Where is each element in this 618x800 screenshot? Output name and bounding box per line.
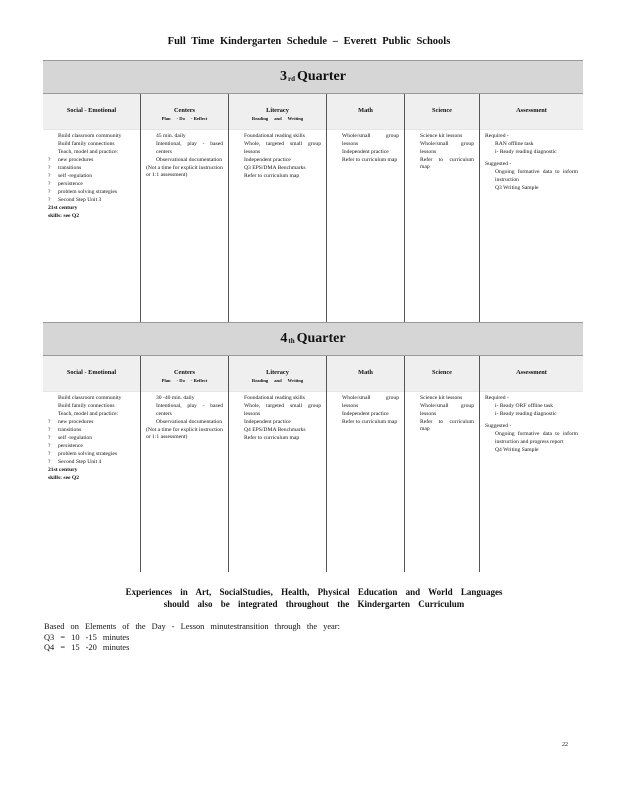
list-item-text: Q4 EPS/DMA Benchmarks [244, 426, 306, 433]
list-item-text: Ongoing formative data to inform instruction and progress report [495, 431, 578, 445]
column-body [480, 392, 583, 454]
list-item [48, 149, 135, 157]
text-line: (Not a time for explicit instruction or 1:1 assessment) [146, 426, 223, 441]
list-item [48, 181, 135, 189]
bullet-marker [146, 157, 152, 165]
list-item-text: 45 min. daily [156, 133, 186, 139]
literacy-column [229, 356, 327, 572]
literacy-column [229, 94, 327, 322]
assessment-column [480, 94, 583, 322]
text-line: 21st century [48, 467, 78, 474]
bullet-marker [234, 403, 240, 418]
column-subtitle: Reading [251, 115, 269, 121]
bullet-marker [485, 431, 491, 446]
bullet-marker [234, 165, 240, 173]
list-item [485, 185, 578, 193]
lesson-minutes-note [44, 622, 340, 654]
list-item [332, 149, 399, 157]
bullet-marker [48, 133, 54, 141]
text-line: (Not a time for explicit instruction or 1:1 assessment) [146, 164, 223, 179]
list-item-text: Refer to curriculum map [420, 156, 474, 171]
list-item [234, 141, 321, 156]
bullet-marker [332, 411, 338, 419]
list-item-text: Intentional, play - based centers [156, 141, 223, 155]
list-item [234, 165, 321, 173]
list-item-text: Build family connections [58, 403, 115, 410]
list-item [485, 411, 578, 419]
list-item [234, 133, 321, 141]
list-item [48, 157, 135, 165]
list-item [48, 133, 135, 141]
page-number: 22 [562, 742, 568, 748]
list-item-text: Refer to curriculum map [244, 434, 300, 441]
bullet-marker [234, 435, 240, 443]
list-item-text: problem solving strategies [58, 451, 118, 458]
column-body [327, 392, 404, 426]
list-item [48, 173, 135, 181]
list-item-text: Whole/small group lessons [420, 403, 474, 417]
list-item-text: Build family connections [58, 141, 115, 148]
column-body [43, 392, 140, 483]
text-line: Required - [485, 395, 509, 401]
quarter-ordinal: rd [288, 75, 295, 83]
list-item-text: Intentional, play - based centers [156, 403, 223, 417]
list-item-text: new procedures [58, 419, 94, 426]
list-item-text: Independent practice [342, 410, 389, 417]
bullet-marker [485, 141, 491, 149]
list-item-text: Foundational reading skills [244, 133, 305, 139]
bullet-marker [485, 447, 491, 455]
bullet-marker: ? [48, 427, 51, 434]
experiences-line: should also be integrated throughout the Kindergarten Curriculum [163, 599, 465, 610]
column-subtitle: and [274, 377, 282, 383]
column-header [141, 356, 228, 392]
list-item [410, 403, 474, 418]
list-item [410, 395, 474, 403]
list-item [146, 419, 223, 427]
list-item-text: Whole/small group lessons [342, 395, 399, 409]
list-item [485, 403, 578, 411]
quarter-3-section [43, 60, 583, 322]
text-line: skills: see Q2 [48, 213, 80, 220]
list-item [410, 141, 474, 156]
list-item-text: Whole, targeted small group lessons [244, 403, 321, 417]
list-item-text: Second Step Unit 4 [58, 459, 102, 466]
column-header: Math [327, 356, 404, 392]
list-item-text: i- Ready ORF offline task [495, 403, 554, 410]
column-body [480, 130, 583, 192]
list-item [485, 141, 578, 149]
list-item [410, 157, 474, 172]
list-item [48, 141, 135, 149]
list-item [485, 169, 578, 184]
document-title: Full Time Kindergarten Schedule – Everett Public Schools [167, 36, 451, 47]
column-subtitle: Plan [161, 115, 171, 121]
column-subtitle: - Do [176, 377, 185, 383]
column-body [229, 130, 326, 180]
list-item [234, 435, 321, 443]
column-body [141, 392, 228, 442]
centers-column [141, 356, 229, 572]
bullet-marker: ? [48, 419, 51, 426]
list-item [48, 395, 135, 403]
list-item [485, 431, 578, 446]
list-item [410, 133, 474, 141]
bullet-marker: ? [48, 435, 51, 442]
list-item [332, 133, 399, 148]
quarter-4-section [43, 322, 583, 572]
list-item-text: Whole, targeted small group lessons [244, 141, 321, 155]
lesson-minutes-line: Q4 = 15 -20 minutes [44, 643, 130, 652]
list-item [48, 403, 135, 411]
list-item-text: i- Ready reading diagnostic [495, 149, 557, 156]
bullet-marker [48, 149, 54, 157]
column-body [327, 130, 404, 164]
experiences-note [44, 586, 584, 610]
science-column [405, 356, 480, 572]
bullet-marker [146, 133, 152, 141]
column-header [141, 94, 228, 130]
quarter-3-heading [43, 60, 583, 94]
column-header [229, 94, 326, 130]
column-body [405, 392, 479, 434]
list-item-text: Refer to curriculum map [342, 418, 398, 425]
list-item-text: new procedures [58, 157, 94, 164]
list-item-text: Q4 Writing Sample [495, 446, 539, 453]
bullet-marker [234, 395, 240, 403]
column-body [229, 392, 326, 442]
list-item [234, 395, 321, 403]
bullet-marker [48, 411, 54, 419]
quarter-4-heading [43, 322, 583, 356]
column-body [405, 130, 479, 172]
list-item-text: persistence [58, 181, 83, 188]
list-item-text: self -regulation [58, 435, 93, 442]
bullet-marker [332, 133, 338, 148]
column-header: Social - Emotional [43, 94, 140, 130]
list-item-text: Refer to curriculum map [244, 172, 300, 179]
list-item [332, 157, 399, 165]
list-item-text: Science kit lessons [420, 395, 463, 401]
bullet-marker [410, 141, 416, 156]
math-column [327, 94, 405, 322]
list-item-text: transitions [58, 427, 82, 434]
bullet-marker [234, 133, 240, 141]
bullet-marker [146, 141, 152, 156]
bullet-marker [48, 403, 54, 411]
bullet-marker [410, 157, 416, 172]
text-line: 21st century [48, 205, 78, 212]
list-item [234, 427, 321, 435]
column-header: Social - Emotional [43, 356, 140, 392]
list-item-text: Ongoing formative data to inform instruction [495, 169, 578, 183]
list-item [485, 447, 578, 455]
list-item-text: Observational documentation [156, 418, 223, 425]
bullet-marker [410, 133, 416, 141]
bullet-marker: ? [48, 451, 51, 458]
bullet-marker: ? [48, 197, 51, 204]
quarter-number: 4 [280, 331, 288, 346]
science-column [405, 94, 480, 322]
bullet-marker: ? [48, 173, 51, 180]
list-item [48, 443, 135, 451]
bullet-marker [48, 141, 54, 149]
column-subtitle: and [274, 115, 282, 121]
bullet-marker [332, 419, 338, 427]
bullet-marker [485, 185, 491, 193]
list-item-text: Observational documentation [156, 156, 223, 163]
quarter-word: Quarter [297, 69, 346, 84]
list-item [48, 451, 135, 459]
social-emotional-column [43, 94, 141, 322]
bullet-marker: ? [48, 157, 51, 164]
column-subtitle: - Reflect [190, 115, 208, 121]
list-item-text: RAN offline task [495, 141, 534, 148]
bullet-marker [410, 403, 416, 418]
list-item [146, 141, 223, 156]
bullet-marker: ? [48, 165, 51, 172]
list-item [234, 403, 321, 418]
list-item [146, 157, 223, 165]
bullet-marker [146, 395, 152, 403]
experiences-line: Experiences in Art, SocialStudies, Health, Physical Education and World Languages [125, 587, 503, 597]
list-item [332, 395, 399, 410]
list-item-text: transitions [58, 165, 82, 172]
bullet-marker [234, 157, 240, 165]
quarter-ordinal: th [288, 337, 295, 345]
column-body [141, 130, 228, 180]
bullet-marker [234, 141, 240, 156]
list-item [48, 427, 135, 435]
bullet-marker: ? [48, 459, 51, 466]
list-item-text: Independent practice [342, 148, 389, 155]
list-item [48, 459, 135, 467]
bullet-marker [485, 403, 491, 411]
list-item-text: Independent practice [244, 418, 291, 425]
bullet-marker [234, 427, 240, 435]
list-item [332, 419, 399, 427]
text-line: Suggested - [485, 161, 512, 168]
list-item [485, 149, 578, 157]
list-item-text: Independent practice [244, 156, 291, 163]
centers-column [141, 94, 229, 322]
bullet-marker [410, 419, 416, 434]
column-subtitle: - Reflect [190, 377, 208, 383]
column-title: Literacy [266, 369, 289, 376]
list-item-text: Science kit lessons [420, 133, 463, 139]
list-item [146, 403, 223, 418]
bullet-marker [146, 403, 152, 418]
list-item [48, 411, 135, 419]
bullet-marker [146, 419, 152, 427]
column-subtitle: Writing [287, 377, 304, 383]
column-header: Assessment [480, 94, 583, 130]
lesson-minutes-line: Based on Elements of the Day - Lesson minutestransition through the year: [44, 622, 340, 631]
column-subtitle: - Do [176, 115, 185, 121]
text-line: Suggested - [485, 423, 512, 430]
list-item [48, 189, 135, 197]
list-item-text: Second Step Unit 3 [58, 197, 102, 204]
list-item-text: Whole/small group lessons [342, 133, 399, 147]
list-item-text: 30 -40 min. daily [156, 395, 195, 401]
list-item-text: Teach, model and practice: [58, 149, 119, 156]
bullet-marker [485, 149, 491, 157]
column-body [43, 130, 140, 221]
list-item [48, 165, 135, 173]
bullet-marker [332, 157, 338, 165]
list-item [48, 419, 135, 427]
column-title: Literacy [266, 107, 289, 114]
list-item [234, 173, 321, 181]
list-item-text: problem solving strategies [58, 189, 118, 196]
column-subtitle: Plan [161, 377, 171, 383]
list-item-text: self -regulation [58, 173, 93, 180]
list-item-text: Refer to curriculum map [342, 156, 398, 163]
bullet-marker: ? [48, 189, 51, 196]
list-item [146, 395, 223, 403]
list-item-text: Refer to curriculum map [420, 418, 474, 433]
list-item [234, 157, 321, 165]
assessment-column [480, 356, 583, 572]
list-item [234, 419, 321, 427]
social-emotional-column [43, 356, 141, 572]
list-item [410, 419, 474, 434]
list-item-text: Q3 EPS/DMA Benchmarks [244, 164, 306, 171]
column-header: Assessment [480, 356, 583, 392]
column-title: Centers [174, 107, 195, 114]
text-line: skills: see Q2 [48, 475, 80, 482]
text-line: Required - [485, 133, 509, 139]
quarter-word: Quarter [296, 331, 346, 346]
list-item [146, 133, 223, 141]
bullet-marker [485, 411, 491, 419]
list-item-text: Build classroom community [58, 133, 122, 139]
list-item [48, 435, 135, 443]
list-item [332, 411, 399, 419]
list-item [48, 197, 135, 205]
column-header: Math [327, 94, 404, 130]
lesson-minutes-line: Q3 = 10 -15 minutes [44, 632, 130, 642]
column-subtitle: Reading [251, 377, 269, 383]
column-subtitle: Writing [287, 115, 304, 121]
list-item-text: persistence [58, 443, 83, 450]
column-title: Centers [174, 369, 195, 376]
column-header: Science [405, 94, 479, 130]
bullet-marker [48, 395, 54, 403]
list-item-text: Whole/small group lessons [420, 141, 474, 155]
math-column [327, 356, 405, 572]
bullet-marker [485, 169, 491, 184]
column-header: Science [405, 356, 479, 392]
bullet-marker [234, 173, 240, 181]
bullet-marker: ? [48, 443, 51, 450]
list-item-text: Q3 Writing Sample [495, 184, 539, 191]
bullet-marker [332, 395, 338, 410]
list-item-text: Build classroom community [58, 395, 122, 401]
bullet-marker: ? [48, 181, 51, 188]
column-header [229, 356, 326, 392]
bullet-marker [410, 395, 416, 403]
list-item-text: Teach, model and practice: [58, 411, 119, 418]
quarter-number: 3 [280, 69, 287, 84]
list-item-text: Foundational reading skills [244, 395, 305, 401]
bullet-marker [332, 149, 338, 157]
bullet-marker [234, 419, 240, 427]
list-item-text: i- Ready reading diagnostic [495, 411, 557, 418]
